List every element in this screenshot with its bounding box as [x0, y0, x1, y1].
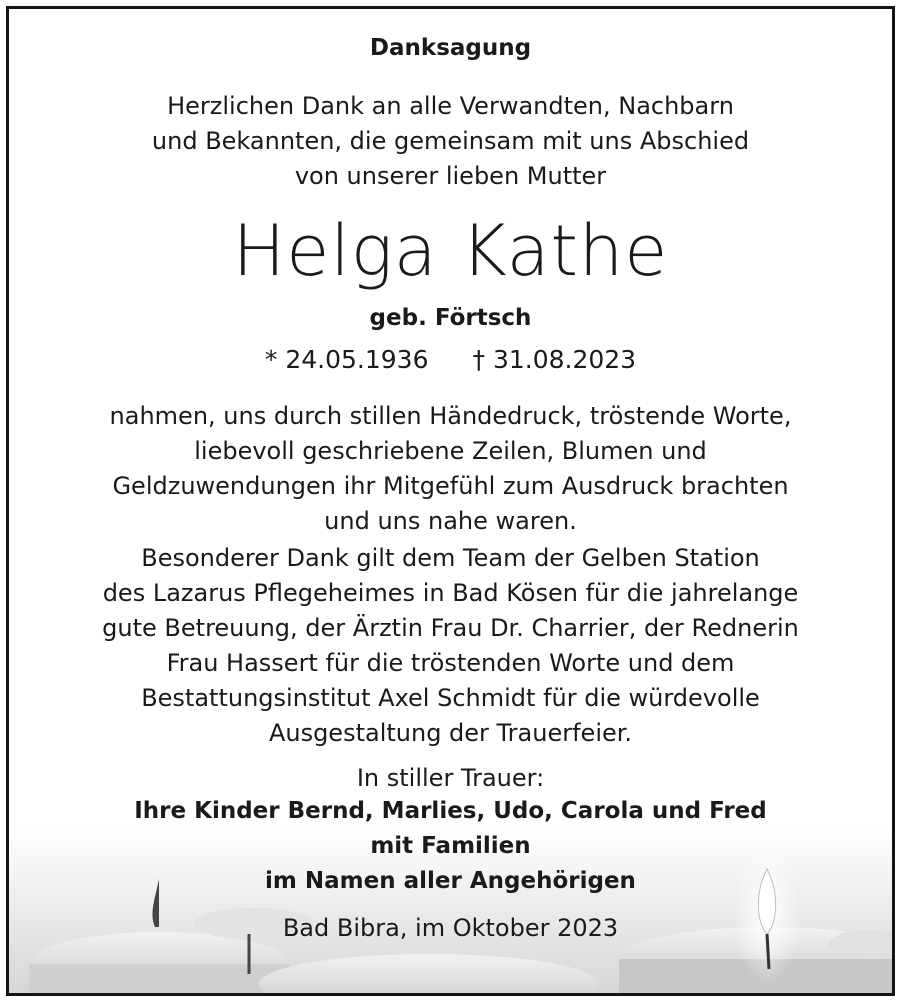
obituary-content [9, 9, 892, 993]
signer-line: mit Familien [370, 833, 531, 859]
signer-line: im Namen aller Angehörigen [265, 868, 636, 894]
signers [9, 794, 892, 899]
birth-date: * 24.05.1936 [264, 345, 429, 374]
maiden-name: geb. Förtsch [369, 305, 532, 331]
death-date: † 31.08.2023 [472, 345, 637, 374]
signer-line: Ihre Kinder Bernd, Marlies, Udo, Carola und Fred [134, 798, 767, 824]
life-dates [9, 345, 892, 374]
intro-paragraph: Herzlichen Dank an alle Verwandten, Nachbarn und Bekannten, die gemeinsam mit uns Abschied von unserer lieben Mutter [151, 92, 750, 190]
deceased-name: Helga Kathe [232, 210, 669, 292]
thanks-paragraph: nahmen, uns durch stillen Händedruck, tröstende Worte, liebevoll geschriebene Zeilen, Blumen und Geldzuwendungen ihr Mitgefühl zum Ausdruck brachten und uns nahe waren. [109, 402, 792, 535]
obituary-frame [6, 6, 895, 996]
heading: Danksagung [369, 35, 532, 61]
place-and-date: Bad Bibra, im Oktober 2023 [282, 914, 619, 942]
mourning-line: In stiller Trauer: [356, 764, 545, 792]
special-thanks-paragraph: Besonderer Dank gilt dem Team der Gelben Station des Lazarus Pflegeheimes in Bad Kösen für die jahrelange gute Betreuung, der Ärztin Frau Dr. Charrier, der Rednerin Frau Hassert für die tröstenden Worte und dem Bestattungsinstitut Axel Schmidt für die würdevolle Ausgestaltung der Trauerfeier. [102, 544, 799, 747]
